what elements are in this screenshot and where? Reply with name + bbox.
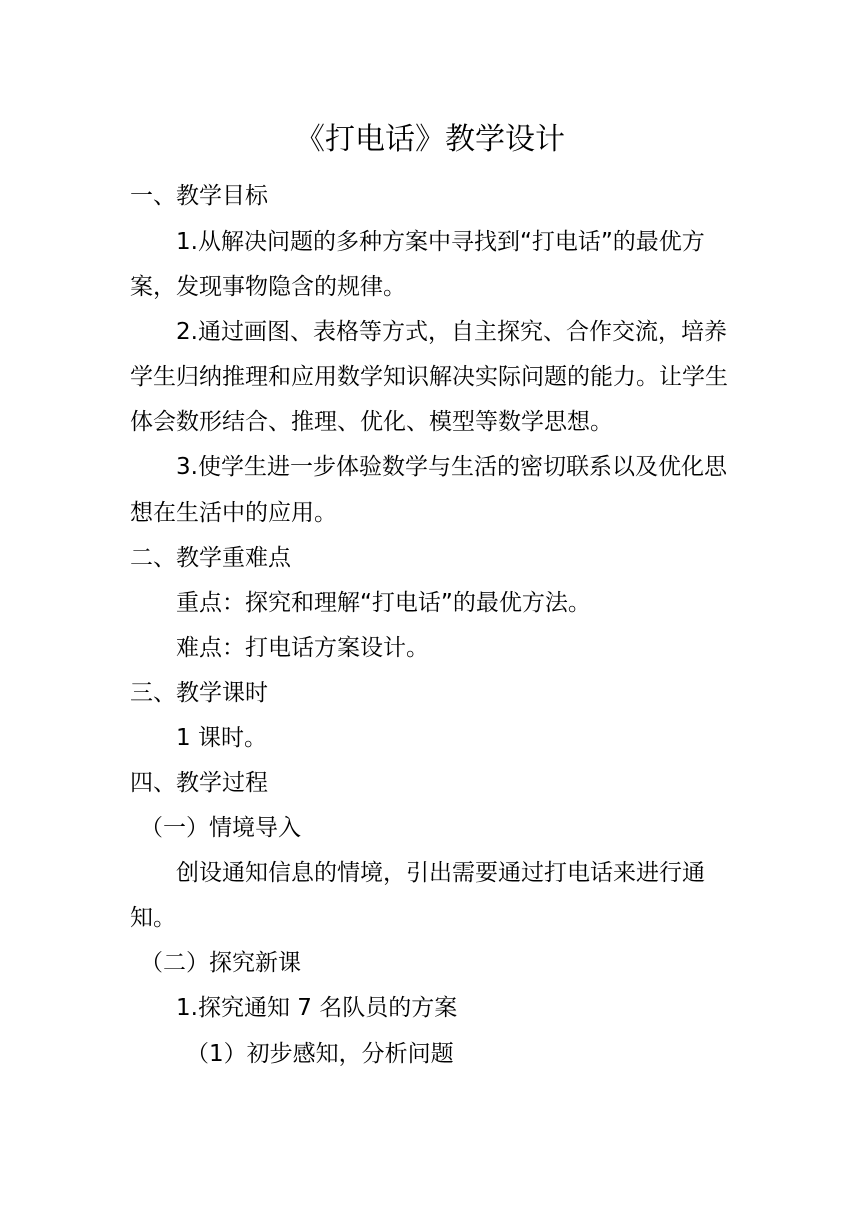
subsection-heading: （二）探究新课 <box>140 950 301 976</box>
paragraph-line: 学生归纳推理和应用数学知识解决实际问题的能力。让学生 <box>130 364 728 390</box>
paragraph-line: 2.通过画图、表格等方式，自主探究、合作交流，培养 <box>176 319 727 345</box>
paragraph-line: 知。 <box>130 905 176 931</box>
section-heading-key-points: 二、教学重难点 <box>130 545 291 571</box>
section-heading-goals: 一、教学目标 <box>130 183 268 209</box>
paragraph-line: 创设通知信息的情境，引出需要通过打电话来进行通 <box>176 860 705 886</box>
document-title: 《打电话》教学设计 <box>295 122 565 157</box>
paragraph-line: 3.使学生进一步体验数学与生活的密切联系以及优化思 <box>176 454 727 480</box>
paragraph-line: （1）初步感知，分析问题 <box>186 1041 454 1067</box>
subsection-heading: （一）情境导入 <box>140 815 301 841</box>
paragraph-line: 想在生活中的应用。 <box>130 500 337 526</box>
paragraph-line: 1.探究通知 7 名队员的方案 <box>176 995 458 1021</box>
paragraph-line: 1.从解决问题的多种方案中寻找到“打电话”的最优方 <box>176 229 705 255</box>
paragraph-line: 案，发现事物隐含的规律。 <box>130 274 406 300</box>
section-heading-process: 四、教学过程 <box>130 770 268 796</box>
section-heading-class-hours: 三、教学课时 <box>130 680 268 706</box>
paragraph-line: 重点：探究和理解“打电话”的最优方法。 <box>176 590 591 616</box>
paragraph-line: 难点：打电话方案设计。 <box>176 635 429 661</box>
paragraph-line: 体会数形结合、推理、优化、模型等数学思想。 <box>130 409 613 435</box>
paragraph-line: 1 课时。 <box>176 725 267 751</box>
